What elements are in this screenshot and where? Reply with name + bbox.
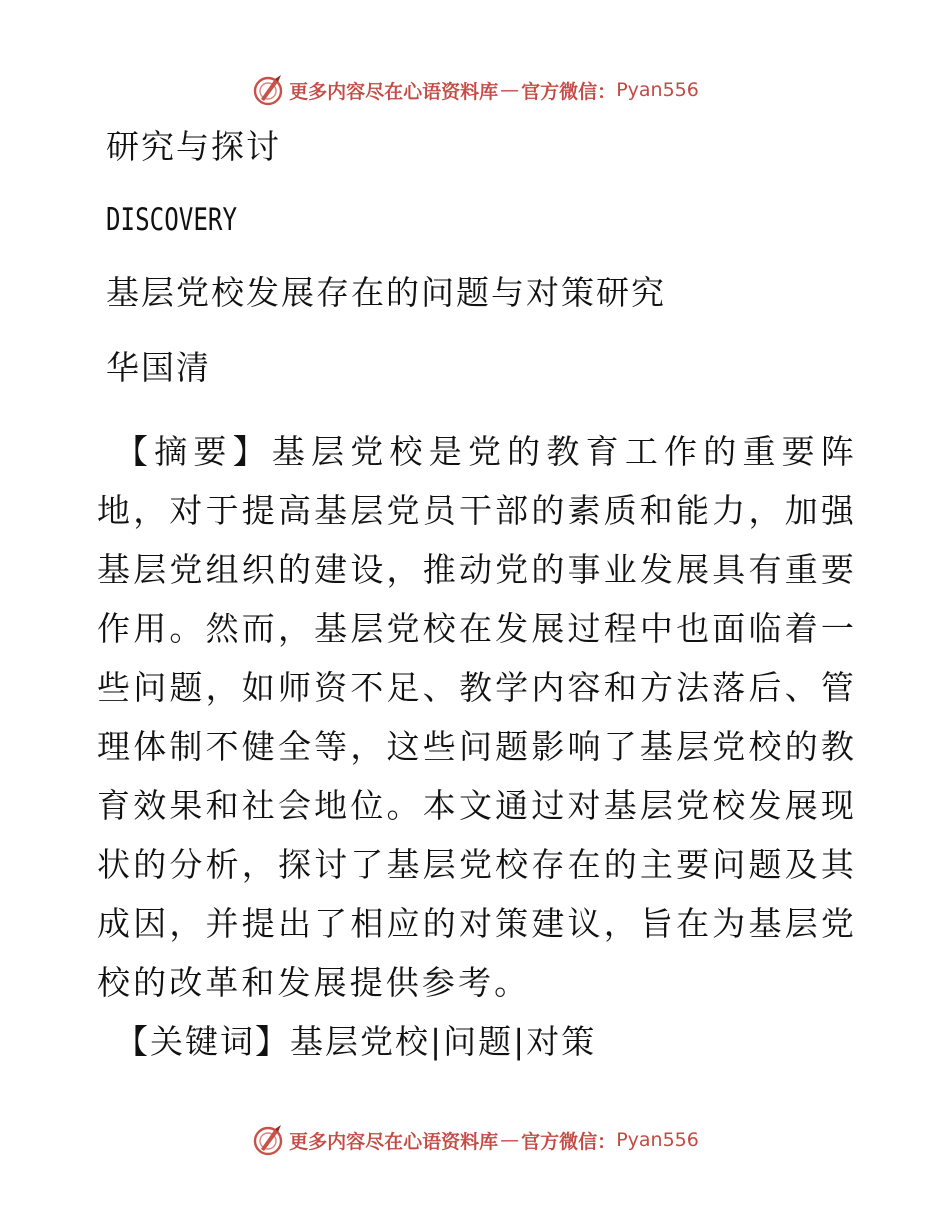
keyword-item: 基层党校 (290, 1022, 430, 1061)
keyword-separator: | (513, 1022, 527, 1061)
watermark-top (0, 70, 950, 110)
watermark-brand: 更多内容尽在心语资料库 (289, 80, 499, 103)
quill-pen-circle-icon (251, 1123, 285, 1157)
paper-title: 基层党校发展存在的问题与对策研究 (106, 273, 666, 312)
watermark-wechat-id: Pyan556 (616, 1129, 699, 1151)
watermark-separator: — (500, 1129, 520, 1151)
watermark-brand: 更多内容尽在心语资料库 (289, 1130, 499, 1153)
abstract-text: 基层党校是党的教育工作的重要阵地，对于提高基层党员干部的素质和能力，加强基层党组织的建设，推动党的事业发展具有重要作用。然而，基层党校在发展过程中也面临着一些问题，如师资不足、教学内容和方法落后、管理体制不健全等，这些问题影响了基层党校的教育效果和社会地位。本文通过对基层党校发展现状的分析，探讨了基层党校存在的主要问题及其成因，并提出了相应的对策建议，旨在为基层党校的改革和发展提供参考。 (97, 432, 858, 1002)
keyword-item: 问题 (443, 1022, 514, 1061)
abstract-paragraph (97, 422, 857, 1012)
watermark-official-label: 官方微信： (521, 1130, 617, 1153)
paper-author: 华国清 (106, 348, 211, 387)
keyword-separator: | (430, 1022, 444, 1061)
category-label: 研究与探讨 (106, 127, 281, 166)
keyword-item: 对策 (526, 1022, 597, 1061)
watermark-separator: — (500, 79, 520, 101)
keywords-label: 【关键词】 (115, 1022, 290, 1061)
keywords-line (115, 1020, 596, 1064)
watermark-wechat-id: Pyan556 (616, 79, 699, 101)
abstract-label: 【摘要】 (115, 432, 272, 471)
quill-pen-circle-icon (251, 73, 285, 107)
watermark-official-label: 官方微信： (521, 80, 617, 103)
watermark-bottom (0, 1120, 950, 1160)
category-label-en: DISCOVERY (106, 202, 238, 238)
